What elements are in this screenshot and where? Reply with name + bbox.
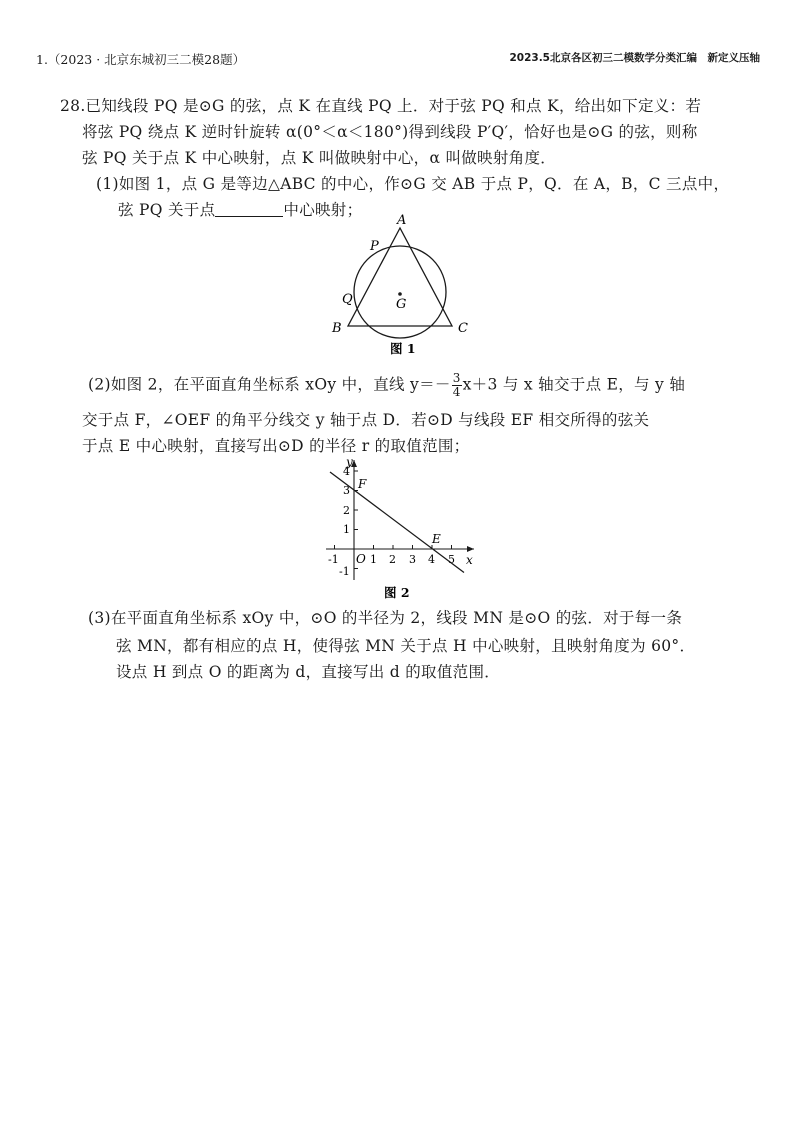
- label-p: P: [370, 239, 379, 254]
- x-axis-arrow: [467, 546, 474, 552]
- x-tick-label: 1: [370, 553, 377, 566]
- part1-line-1: (1)如图 1，点 G 是等边△ABC 的中心，作⊙G 交 AB 于点 P，Q．在 A，B，C 三点中，: [96, 175, 730, 193]
- series-title: 2023.5北京各区初三二模数学分类汇编 新定义压轴: [509, 52, 760, 64]
- part1-text-b: 中心映射；: [283, 201, 363, 219]
- fraction-numerator: 3: [452, 371, 461, 385]
- problem-intro-line-1: 28.已知线段 PQ 是⊙G 的弦，点 K 在直线 PQ 上．对于弦 PQ 和点 K，给出如下定义：若: [60, 97, 702, 115]
- part2-text-a: (2)如图 2，在平面直角坐标系 xOy 中，直线 y＝－: [88, 375, 451, 394]
- figure-1-caption: 图 1: [390, 341, 416, 356]
- y-tick-label: 1: [343, 523, 350, 536]
- x-tick-label: 2: [389, 553, 396, 566]
- y-tick-label: 4: [343, 465, 350, 478]
- figure-2-caption: 图 2: [384, 585, 410, 600]
- label-c: C: [458, 321, 468, 336]
- label-origin: O: [356, 552, 366, 566]
- part3-line-3: 设点 H 到点 O 的距离为 d，直接写出 d 的取值范围．: [116, 663, 501, 681]
- label-b: B: [332, 321, 342, 336]
- y-tick-label: -1: [339, 565, 350, 578]
- figure-1: [320, 208, 490, 358]
- y-tick-label: 2: [343, 504, 350, 517]
- center-g-dot: [398, 292, 402, 296]
- x-tick-label: 4: [428, 553, 435, 566]
- part2-text-b: x＋3 与 x 轴交于点 E，与 y 轴: [462, 375, 686, 394]
- fraction-denominator: 4: [452, 385, 461, 399]
- circle-g: [354, 246, 446, 338]
- x-tick-label: -1: [328, 553, 339, 566]
- figure-2: [318, 454, 486, 604]
- x-tick-label: 3: [409, 553, 416, 566]
- part2-line-1: [88, 372, 685, 399]
- problem-intro-line-3: 弦 PQ 关于点 K 中心映射，点 K 叫做映射中心，α 叫做映射角度．: [82, 149, 557, 167]
- label-g: G: [396, 297, 407, 312]
- part2-line-2: 交于点 F，∠OEF 的角平分线交 y 轴于点 D．若⊙D 与线段 EF 相交所得的弦关: [82, 411, 650, 429]
- part2-line-3: 于点 E 中心映射，直接写出⊙D 的半径 r 的取值范围；: [82, 437, 470, 455]
- fraction-3-4: [452, 372, 462, 399]
- label-e: E: [432, 532, 441, 546]
- label-q: Q: [342, 292, 353, 307]
- part3-line-1: (3)在平面直角坐标系 xOy 中，⊙O 的半径为 2，线段 MN 是⊙O 的弦．对于每一条: [88, 609, 683, 627]
- answer-blank: [215, 200, 283, 217]
- problem-intro-line-2: 将弦 PQ 绕点 K 逆时针旋转 α(0°＜α＜180°)得到线段 P′Q′，恰好也是⊙G 的弦，则称: [82, 123, 698, 141]
- part3-line-2: 弦 MN，都有相应的点 H，使得弦 MN 关于点 H 中心映射，且映射角度为 60°．: [116, 637, 696, 655]
- line-ef: [330, 472, 464, 573]
- source-note: 1.（2023 · 北京东城初三二模28题）: [36, 52, 246, 67]
- part1-text-a: 弦 PQ 关于点: [118, 201, 216, 219]
- label-x-axis: x: [466, 553, 473, 567]
- x-tick-label: 5: [448, 553, 455, 566]
- label-a: A: [397, 213, 407, 228]
- y-tick-label: 3: [343, 484, 350, 497]
- label-f: F: [358, 477, 367, 491]
- label-y-axis: y: [346, 455, 353, 469]
